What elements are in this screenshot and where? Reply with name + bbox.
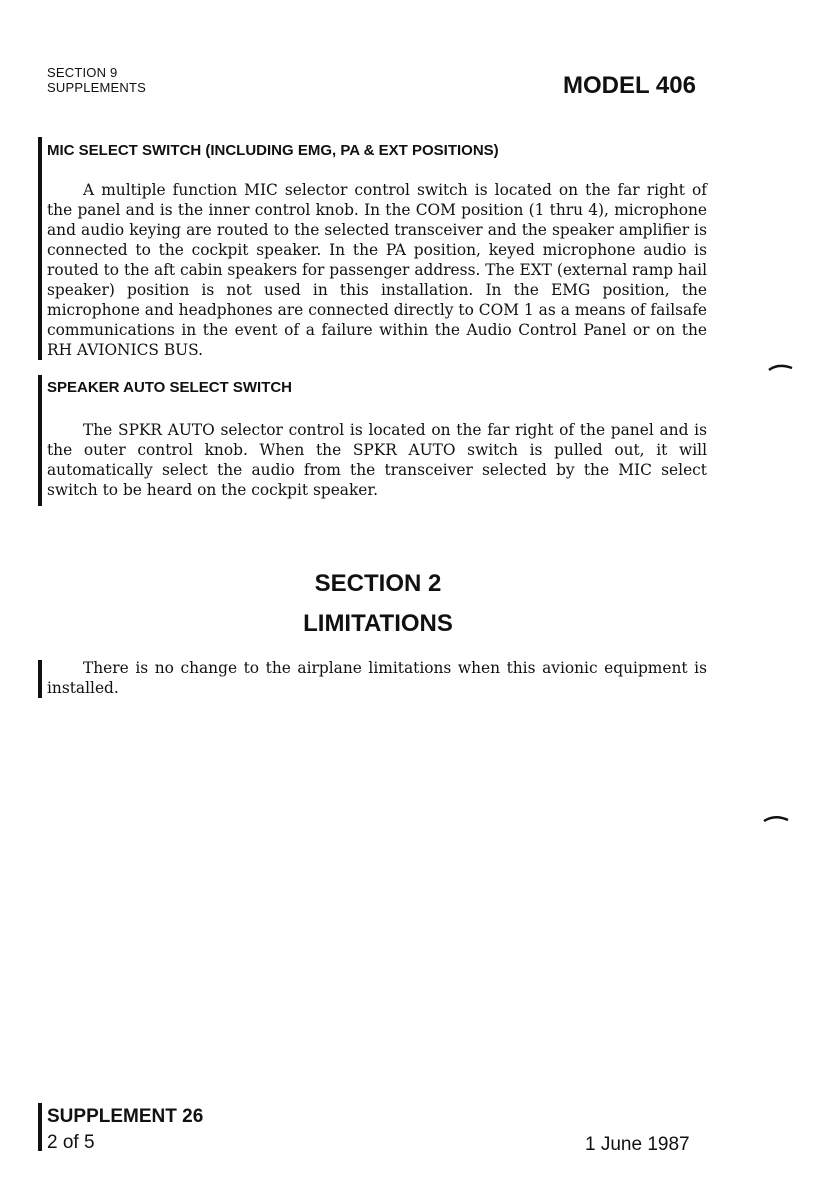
change-bar-footer <box>38 1103 42 1151</box>
section-number-title: SECTION 2 <box>314 570 442 597</box>
paragraph-limitations: There is no change to the airplane limitations when this avionic equipment is installed. <box>47 659 707 697</box>
margin-mark-upper <box>768 362 794 372</box>
change-bar-mic-select <box>38 137 42 360</box>
header-section-name: SUPPLEMENTS <box>47 80 147 95</box>
heading-mic-select-switch: MIC SELECT SWITCH (INCLUDING EMG, PA & EXT POSITIONS) <box>47 142 499 159</box>
heading-speaker-auto-select: SPEAKER AUTO SELECT SWITCH <box>47 379 293 396</box>
paragraph-mic-select: A multiple function MIC selector control switch is located on the far right of the panel and is the inner control knob. In the COM position (1 thru 4), microphone and audio keying are routed to the selected transceiver and the speaker amplifier is connected to the cockpit speaker. In the PA position, keyed microphone audio is routed to the aft cabin speakers for passenger address. The EXT (external ramp hail speaker) position is not used in this installation. In the EMG position, the microphone and headphones are connected directly to COM 1 as a means of failsafe communications in the event of a failure within the Audio Control Panel or on the RH AVIONICS BUS. <box>47 181 707 359</box>
footer-date: 1 June 1987 <box>585 1134 690 1155</box>
paragraph-speaker-auto: The SPKR AUTO selector control is located on the far right of the panel and is the outer control knob. When the SPKR AUTO switch is pulled out, it will automatically select the audio from the transceiver selected by the MIC select switch to be heard on the cockpit speaker. <box>47 421 707 499</box>
footer-page-number: 2 of 5 <box>47 1132 95 1153</box>
page-header-section <box>47 65 146 95</box>
margin-mark-lower <box>763 813 789 823</box>
change-bar-limitations <box>38 660 42 698</box>
section-name-title: LIMITATIONS <box>303 610 453 637</box>
header-model-title: MODEL 406 <box>563 72 696 99</box>
footer-supplement-number: SUPPLEMENT 26 <box>47 1106 204 1127</box>
header-section-number: SECTION 9 <box>47 65 118 80</box>
change-bar-speaker-auto <box>38 375 42 506</box>
